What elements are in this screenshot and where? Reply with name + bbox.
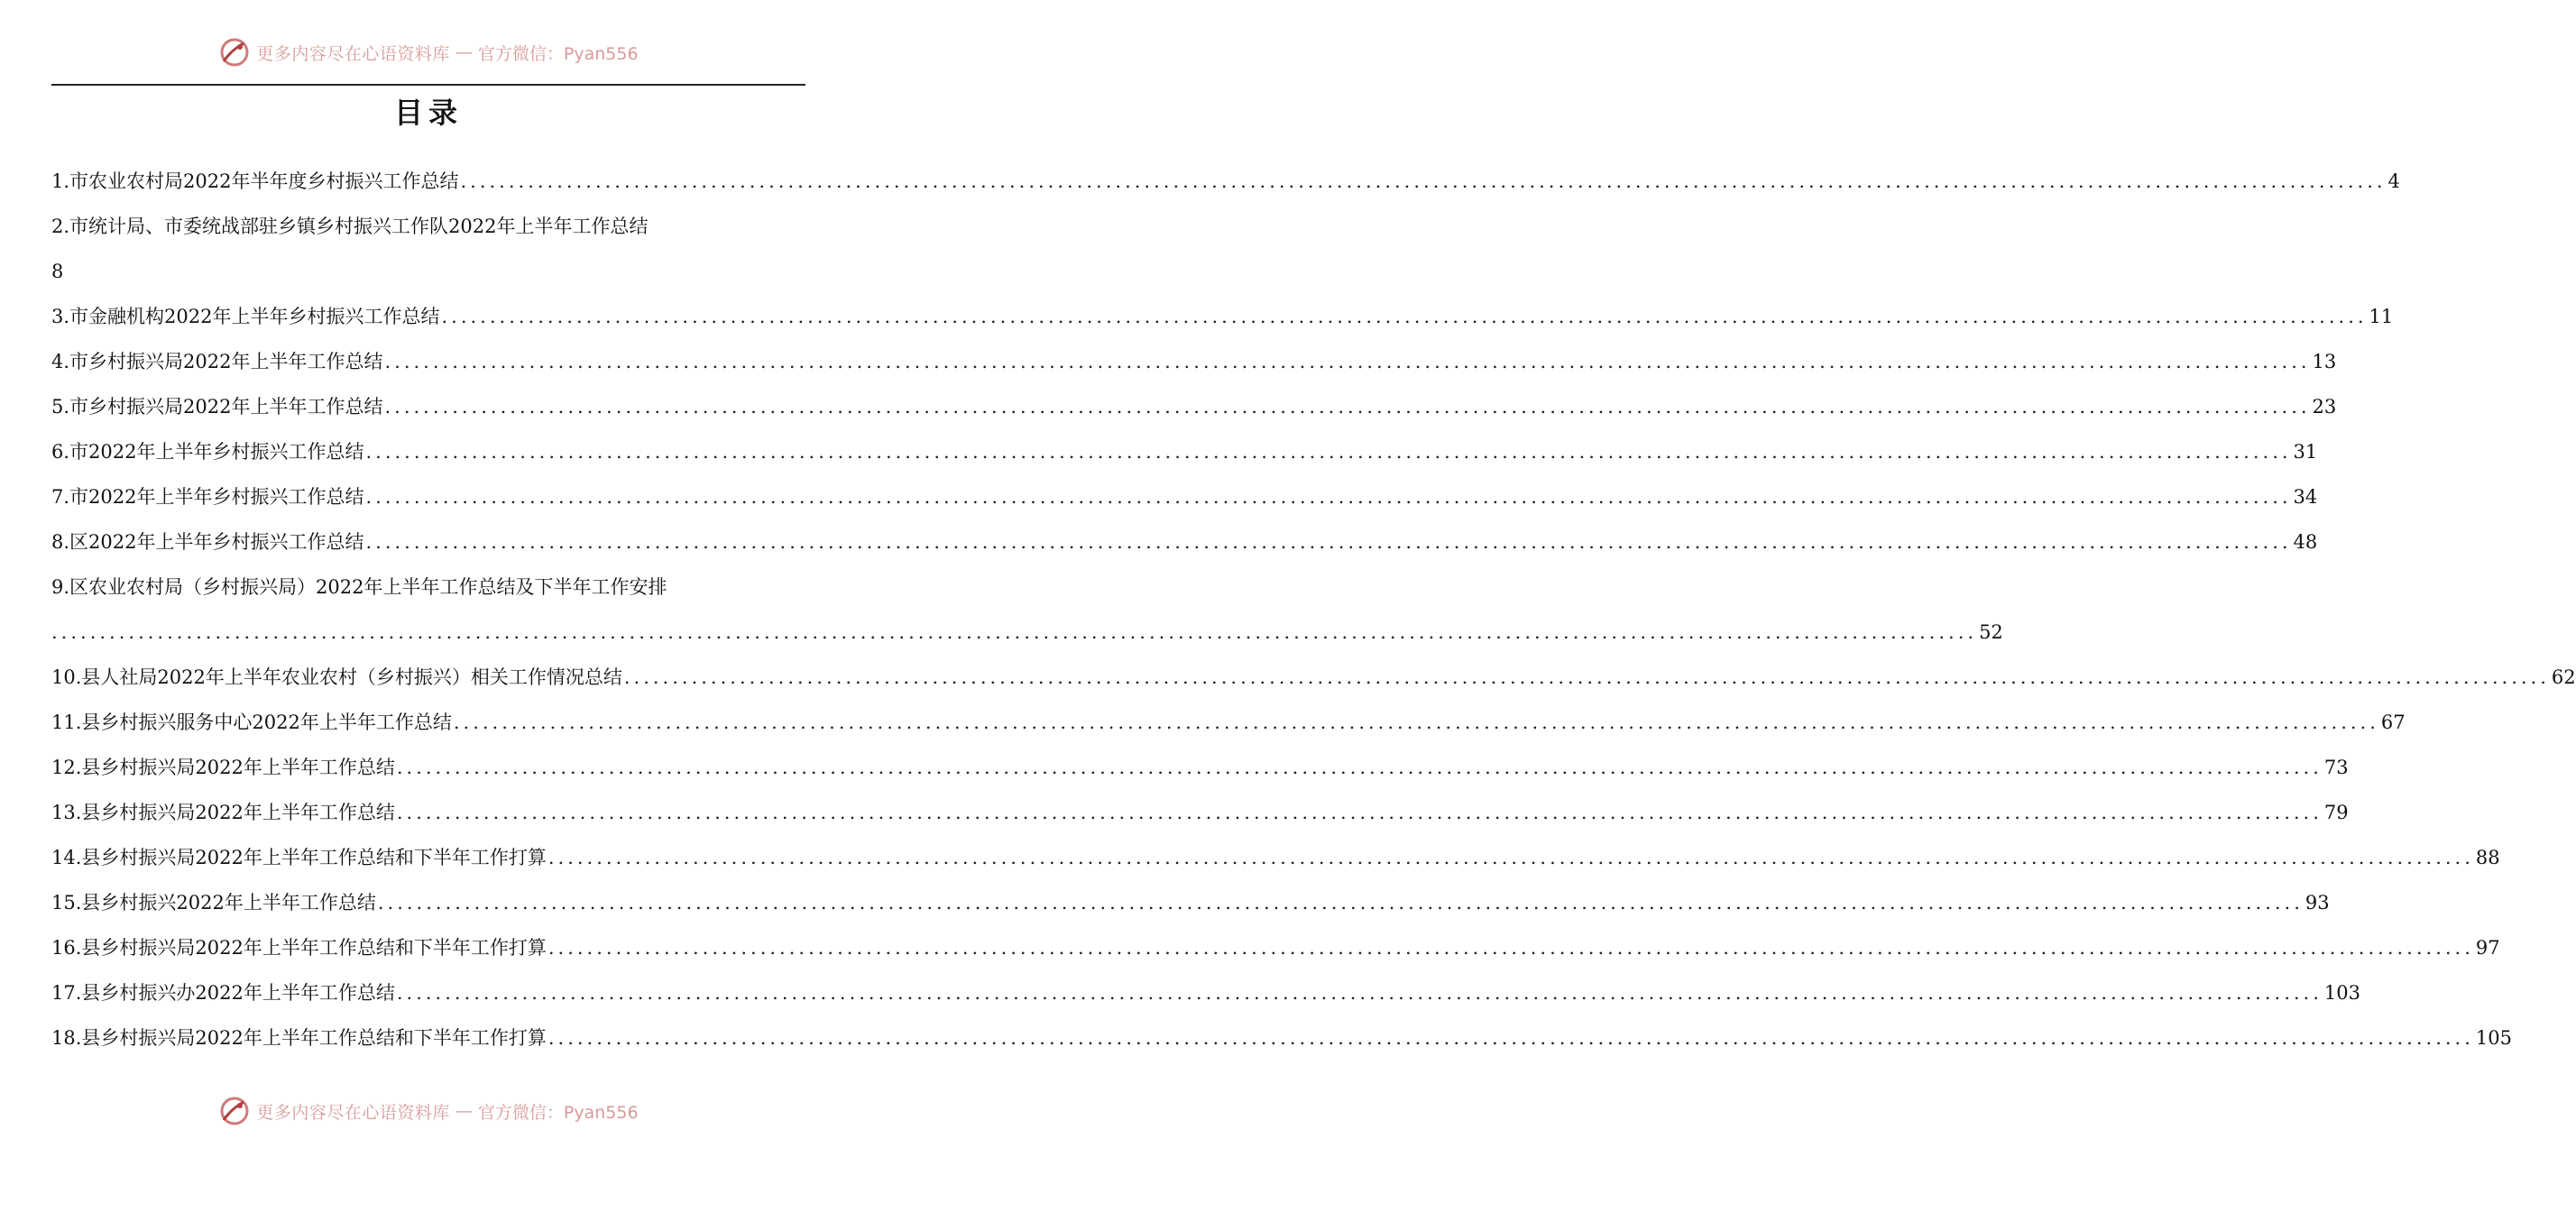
toc-entry-text: 8.区2022年上半年乡村振兴工作总结: [51, 531, 364, 553]
toc-entry[interactable]: [51, 565, 2003, 655]
toc-dot-leader: ........................................................................................................................................................................................................: [51, 621, 1978, 643]
toc-entry[interactable]: [51, 700, 2406, 745]
toc-dot-leader: ........................................................................................................................................................................................................: [623, 666, 2550, 688]
toc-entry-text: 4.市乡村振兴局2022年上半年工作总结: [51, 351, 383, 372]
toc-entry-text: 18.县乡村振兴局2022年上半年工作总结和下半年工作打算: [51, 1027, 547, 1049]
toc-dot-leader: ........................................................................................................................................................................................................: [460, 170, 2387, 192]
toc-entry-text: 17.县乡村振兴办2022年上半年工作总结: [51, 982, 395, 1004]
toc-entry-page: 8: [51, 261, 64, 282]
toc-entry[interactable]: [51, 970, 2360, 1015]
header-watermark: [0, 34, 857, 70]
toc-entry-text: 2.市统计局、市委统战部驻乡镇乡村振兴工作队2022年上半年工作总结: [51, 216, 649, 237]
toc-dot-leader: ........................................................................................................................................................................................................: [441, 306, 2368, 327]
watermark-dash: —: [455, 1101, 473, 1121]
toc-entry-text: 9.区农业农村局（乡村振兴局）2022年上半年工作总结及下半年工作安排: [51, 576, 667, 598]
toc-entry[interactable]: [51, 159, 2400, 204]
watermark-contact: 官方微信：Pyan556: [477, 43, 639, 64]
toc-entry-text: 3.市金融机构2022年上半年乡村振兴工作总结: [51, 306, 440, 327]
toc-dot-leader: ........................................................................................................................................................................................................: [365, 441, 2292, 463]
toc-entry[interactable]: [51, 745, 2349, 790]
toc-dot-leader: ........................................................................................................................................................................................................: [365, 486, 2292, 508]
toc-entry-text: 16.县乡村振兴局2022年上半年工作总结和下半年工作打算: [51, 937, 547, 959]
toc-entry-page: 23: [2312, 396, 2337, 418]
toc-entry-text: 10.县人社局2022年上半年农业农村（乡村振兴）相关工作情况总结: [51, 666, 622, 688]
toc-entry-page: 52: [1979, 621, 2003, 643]
toc-entry[interactable]: [51, 1015, 2512, 1060]
toc-entry-page: 34: [2293, 486, 2318, 508]
toc-dot-leader: ........................................................................................................................................................................................................: [547, 937, 2474, 959]
toc-entry-text: 5.市乡村振兴局2022年上半年工作总结: [51, 396, 383, 418]
toc-entry-text: 11.县乡村振兴服务中心2022年上半年工作总结: [51, 712, 452, 733]
toc-dot-leader: ........................................................................................................................................................................................................: [547, 847, 2474, 868]
toc-entry-page: 88: [2475, 847, 2500, 868]
toc-entry[interactable]: [51, 880, 2330, 925]
toc-entry-page: 4: [2387, 170, 2400, 192]
header-rule: [51, 84, 805, 86]
toc-dot-leader: ........................................................................................................................................................................................................: [453, 712, 2379, 733]
toc-entry-text: 1.市农业农村局2022年半年度乡村振兴工作总结: [51, 170, 459, 192]
toc-dot-leader: ........................................................................................................................................................................................................: [365, 531, 2292, 553]
toc-entry-text: 13.县乡村振兴局2022年上半年工作总结: [51, 802, 395, 823]
brush-logo-icon: [218, 36, 251, 69]
toc-dot-leader: ........................................................................................................................................................................................................: [547, 1027, 2474, 1049]
toc-dot-leader: ........................................................................................................................................................................................................: [396, 982, 2323, 1004]
toc-entry-page: 11: [2369, 306, 2394, 327]
toc-entry[interactable]: [51, 790, 2349, 835]
toc-entry[interactable]: [51, 925, 2500, 970]
toc-dot-leader: ........................................................................................................................................................................................................: [396, 757, 2323, 778]
watermark-text: 更多内容尽在心语资料库: [256, 43, 450, 64]
toc-entry-page: 103: [2323, 982, 2360, 1004]
toc-entry[interactable]: [51, 655, 2576, 700]
toc-entry-text: 7.市2022年上半年乡村振兴工作总结: [51, 486, 364, 508]
toc-entry-page: 62: [2551, 666, 2576, 688]
toc-entry[interactable]: [51, 204, 805, 294]
toc-entry-text: 14.县乡村振兴局2022年上半年工作总结和下半年工作打算: [51, 847, 547, 868]
toc-entry-text: 12.县乡村振兴局2022年上半年工作总结: [51, 757, 395, 778]
toc-entry-page: 67: [2380, 712, 2406, 733]
toc-entry[interactable]: [51, 519, 2318, 565]
table-of-contents: [51, 159, 2576, 1060]
toc-entry-page: 48: [2293, 531, 2318, 553]
toc-dot-leader: ........................................................................................................................................................................................................: [377, 892, 2304, 914]
toc-entry-page: 13: [2312, 351, 2337, 372]
toc-entry-page: 97: [2475, 937, 2500, 959]
toc-entry-page: 105: [2475, 1027, 2512, 1049]
toc-entry-page: 31: [2293, 441, 2318, 463]
toc-entry[interactable]: [51, 384, 2337, 429]
footer-watermark: [0, 1093, 857, 1129]
toc-entry[interactable]: [51, 294, 2394, 339]
toc-entry-page: 79: [2323, 802, 2349, 823]
toc-entry[interactable]: [51, 429, 2318, 474]
toc-dot-leader: ........................................................................................................................................................................................................: [396, 802, 2323, 823]
toc-entry-text: 15.县乡村振兴2022年上半年工作总结: [51, 892, 376, 914]
watermark-dash: —: [455, 42, 473, 62]
page-title: 目录: [393, 96, 463, 130]
watermark-text: 更多内容尽在心语资料库: [256, 1102, 450, 1123]
toc-entry[interactable]: [51, 835, 2500, 880]
toc-entry-text: 6.市2022年上半年乡村振兴工作总结: [51, 441, 364, 463]
toc-entry-page: 93: [2305, 892, 2330, 914]
toc-entry[interactable]: [51, 474, 2318, 519]
toc-entry-page: 73: [2323, 757, 2349, 778]
toc-dot-leader: ........................................................................................................................................................................................................: [384, 396, 2311, 418]
toc-entry[interactable]: [51, 339, 2337, 384]
toc-dot-leader: ........................................................................................................................................................................................................: [384, 351, 2311, 372]
watermark-contact: 官方微信：Pyan556: [477, 1102, 639, 1123]
brush-logo-icon: [218, 1095, 251, 1127]
